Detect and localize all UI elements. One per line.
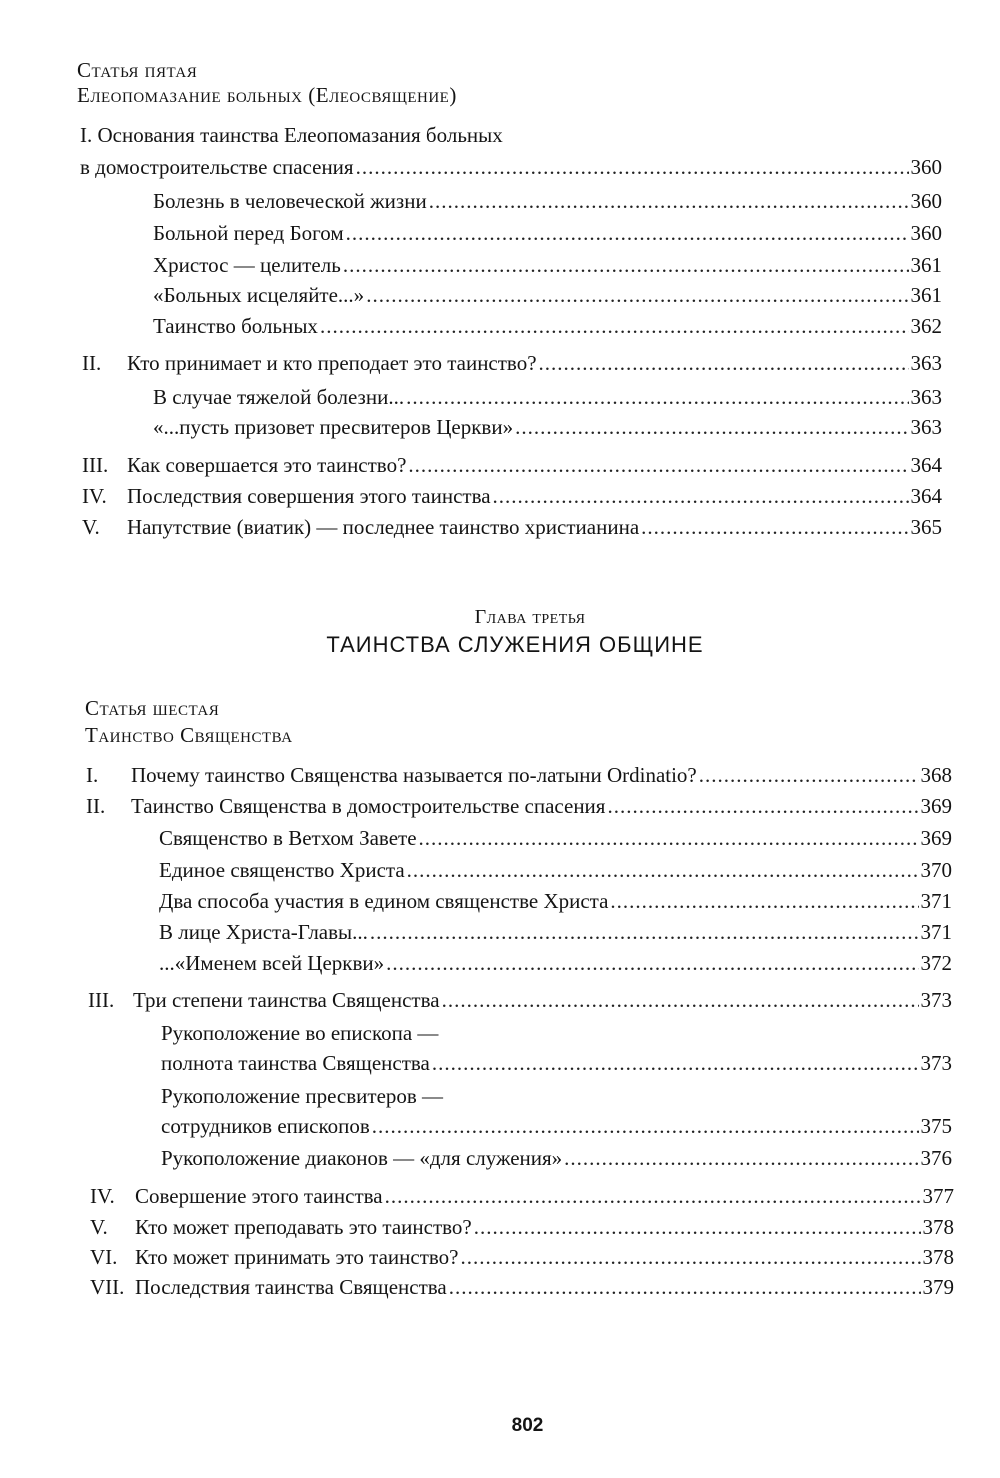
toc-entry-a6-7 [88, 985, 952, 1015]
toc-page-number: 369 [920, 794, 952, 818]
toc-page-number: 360 [910, 221, 942, 245]
toc-entry-a6-9 [161, 1048, 952, 1078]
toc-page-number: 364 [910, 484, 942, 508]
toc-entry-text: Священство в Ветхом Завете [159, 826, 417, 850]
toc-page-number: 361 [910, 253, 942, 277]
toc-entry-text: Единое священство Христа [159, 858, 405, 882]
page-number: 802 [511, 1415, 544, 1436]
toc-roman-numeral: III. [82, 453, 109, 477]
leader-dots [407, 855, 919, 885]
leader-dots [493, 481, 909, 511]
article-6-label: Статья шестая [85, 696, 220, 720]
toc-entry-a5-10 [82, 512, 942, 542]
leader-dots [449, 1272, 921, 1302]
toc-roman-numeral: V. [82, 515, 100, 539]
toc-page-number: 376 [920, 1146, 952, 1170]
toc-entry-text: Христос — целитель [153, 253, 341, 277]
toc-entry-a6-4 [159, 886, 952, 916]
toc-entry-text: В лице Христа-Главы... [159, 920, 368, 944]
leader-dots [610, 886, 918, 916]
toc-entry-a5-6 [153, 382, 942, 412]
article-5-label: Статья пятая [77, 58, 198, 82]
toc-page-number: 372 [920, 951, 952, 975]
toc-entry-a5-3 [153, 280, 942, 310]
leader-dots [370, 917, 919, 947]
leader-dots [607, 791, 918, 821]
toc-entry-a6-15 [90, 1242, 954, 1272]
chapter-label: Глава третья [474, 606, 586, 628]
toc-page-number: 360 [910, 189, 942, 213]
toc-roman-numeral: IV. [90, 1184, 115, 1208]
toc-entry-a5-8 [82, 450, 942, 480]
toc-roman-numeral: V. [90, 1215, 108, 1239]
leader-dots [385, 1181, 921, 1211]
toc-page-number: 379 [922, 1275, 954, 1299]
toc-roman-numeral: I. [86, 763, 99, 787]
toc-entry-text: Болезнь в человеческой жизни [153, 189, 427, 213]
toc-entry-text: «Больных исцеляйте...» [153, 283, 365, 307]
toc-page-number: 371 [920, 920, 952, 944]
toc-entry-text: В случае тяжелой болезни... [153, 385, 405, 409]
toc-page-number: 378 [922, 1215, 954, 1239]
toc-entry-text: ...«Именем всей Церкви» [159, 951, 385, 975]
toc-entry-text: Почему таинство Священства называется по-латыни Ordinatio? [131, 763, 697, 787]
toc-entry-text: Таинство Священства в домостроительстве спасения [131, 794, 606, 818]
article-6-title: Таинство Священства [85, 723, 293, 747]
leader-dots [408, 450, 908, 480]
toc-entry-a6-14 [90, 1212, 954, 1242]
toc-page-number: 377 [922, 1184, 954, 1208]
toc-roman-numeral: II. [86, 794, 106, 818]
toc-entry-a5-4 [153, 311, 942, 341]
leader-dots [641, 512, 908, 542]
toc-page-number: 371 [920, 889, 952, 913]
toc-entry-a6-2 [159, 823, 952, 853]
toc-entry-a6-16 [90, 1272, 954, 1302]
toc-page-number: 362 [910, 314, 942, 338]
toc-page-number: 363 [910, 415, 942, 439]
toc-entry-text: Совершение этого таинства [135, 1184, 383, 1208]
toc-entry-text: Два способа участия в едином священстве Христа [159, 889, 609, 913]
toc-entry-a5-9 [82, 481, 942, 511]
toc-entry-text: Кто принимает и кто преподает это таинство? [127, 351, 537, 375]
toc-entry-a6-0 [86, 760, 952, 790]
toc-entry-a6-6 [159, 948, 952, 978]
toc-entry-text: Напутствие (виатик) — последнее таинство христианина [127, 515, 640, 539]
leader-dots [406, 382, 908, 412]
leader-dots [460, 1242, 920, 1272]
toc-page-number: 368 [920, 763, 952, 787]
toc-entry-a5-1 [153, 218, 942, 248]
toc-roman-numeral: III. [88, 988, 115, 1012]
toc-entry-text: Последствия совершения этого таинства [127, 484, 491, 508]
toc-entry-a6-11 [161, 1111, 952, 1141]
toc-page-number: 370 [920, 858, 952, 882]
toc-entry-a6-3 [159, 855, 952, 885]
leader-dots [564, 1143, 918, 1173]
leader-dots [539, 348, 909, 378]
toc-entry-a5-2 [153, 250, 942, 280]
toc-entry-text: Как совершается это таинство? [127, 453, 407, 477]
toc-page-number: 373 [920, 1051, 952, 1075]
toc-entry-a6-12 [161, 1143, 952, 1173]
toc-page-number: 363 [910, 351, 942, 375]
leader-dots [372, 1111, 919, 1141]
toc-entry-text: «...пусть призовет пресвитеров Церкви» [153, 415, 514, 439]
toc-entry-text: полнота таинства Священства [161, 1051, 430, 1075]
leader-dots [429, 186, 909, 216]
toc-entry-a6-8: Рукоположение во епископа — [161, 1021, 439, 1045]
leader-dots [356, 152, 909, 182]
toc-entry-text: Последствия таинства Священства [135, 1275, 447, 1299]
toc-entry-text: Кто может принимать это таинство? [135, 1245, 459, 1269]
toc-roman-numeral: II. [82, 351, 102, 375]
leader-dots [515, 412, 908, 442]
toc-roman-numeral: VI. [90, 1245, 118, 1269]
toc-page-number: 378 [922, 1245, 954, 1269]
toc-page-number: 369 [920, 826, 952, 850]
article-5-title: Елеопомазание больных (Елеосвящение) [77, 83, 457, 107]
leader-dots [442, 985, 919, 1015]
leader-dots [474, 1212, 921, 1242]
leader-dots [419, 823, 919, 853]
leader-dots [699, 760, 919, 790]
toc-roman-numeral: VII. [90, 1275, 125, 1299]
toc-page-number: 375 [920, 1114, 952, 1138]
toc-entry-a5-section1-line1: I. Основания таинства Елеопомазания больных [80, 123, 503, 147]
toc-entry-a6-1 [86, 791, 952, 821]
toc-page-number: 360 [910, 155, 942, 179]
toc-entry-text: в домостроительстве спасения [80, 155, 354, 179]
toc-page-number: 363 [910, 385, 942, 409]
leader-dots [320, 311, 909, 341]
toc-entry-a5-5 [82, 348, 942, 378]
toc-entry-text: Кто может преподавать это таинство? [135, 1215, 472, 1239]
toc-entry-text: сотрудников епископов [161, 1114, 370, 1138]
leader-dots [386, 948, 918, 978]
toc-entry-a6-13 [90, 1181, 954, 1211]
toc-page-number: 373 [920, 988, 952, 1012]
leader-dots [343, 250, 909, 280]
toc-entry-a5-0 [153, 186, 942, 216]
leader-dots [432, 1048, 919, 1078]
toc-entry-text: Три степени таинства Священства [133, 988, 440, 1012]
toc-entry-a5-section1 [80, 152, 942, 182]
toc-page-number: 361 [910, 283, 942, 307]
toc-entry-text: Больной перед Богом [153, 221, 344, 245]
leader-dots [366, 280, 908, 310]
leader-dots [346, 218, 909, 248]
toc-entry-text: Рукоположение диаконов — «для служения» [161, 1146, 563, 1170]
toc-page-number: 364 [910, 453, 942, 477]
chapter-title: ТАИНСТВА СЛУЖЕНИЯ ОБЩИНЕ [326, 632, 704, 657]
toc-entry-a5-7 [153, 412, 942, 442]
toc-page-number: 365 [910, 515, 942, 539]
toc-entry-a6-10: Рукоположение пресвитеров — [161, 1084, 444, 1108]
toc-entry-a6-5 [159, 917, 952, 947]
toc-entry-text: Таинство больных [153, 314, 318, 338]
toc-roman-numeral: IV. [82, 484, 107, 508]
